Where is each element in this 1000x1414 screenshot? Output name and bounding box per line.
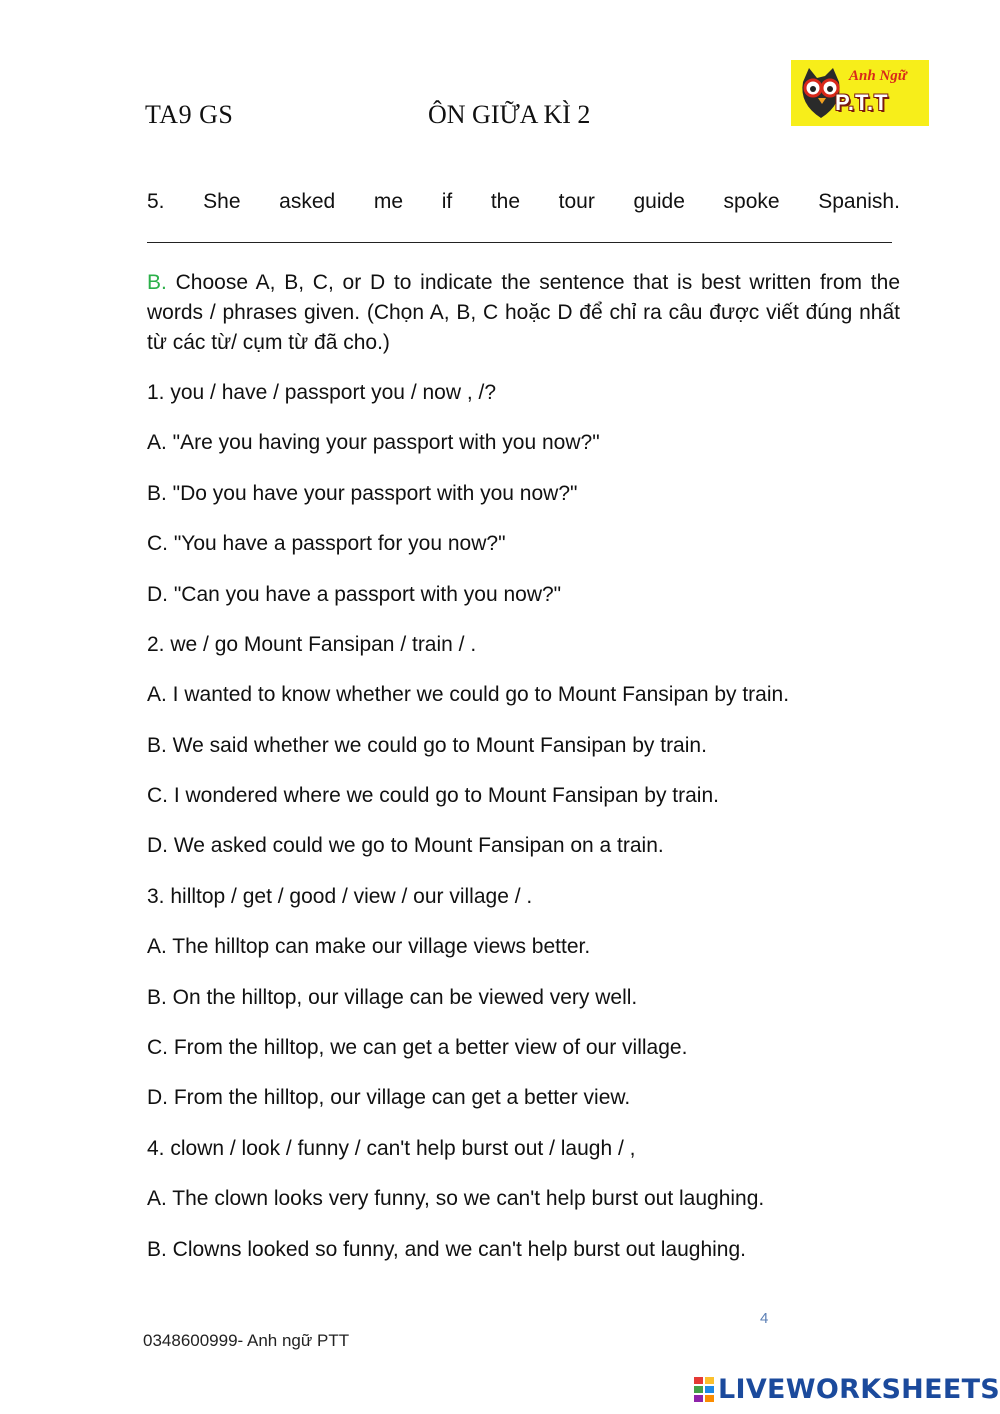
question-prompt: 1. you / have / passport you / now , /? — [147, 381, 497, 404]
option-a[interactable]: A. "Are you having your passport with you now?" — [147, 431, 600, 454]
item-5-word: She — [203, 190, 241, 213]
answer-line[interactable] — [147, 242, 892, 243]
option-d[interactable]: D. From the hilltop, our village can get a better view. — [147, 1086, 631, 1109]
instruction-text: Choose A, B, C, or D to indicate the sentence that is best written from the words / phrases given. (Chọn A, B, C hoặc D để chỉ ra câu được viết đúng nhất từ các từ/ cụm từ đã cho.) — [147, 271, 900, 354]
option-b[interactable]: B. "Do you have your passport with you now?" — [147, 482, 578, 505]
option-a[interactable]: A. The hilltop can make our village views better. — [147, 935, 591, 958]
liveworksheets-logo-icon — [693, 1375, 715, 1403]
question-prompt: 2. we / go Mount Fansipan / train / . — [147, 633, 477, 656]
watermark-text: LIVEWORKSHEETS — [718, 1373, 1000, 1405]
page-number: 4 — [760, 1310, 769, 1327]
option-b[interactable]: B. Clowns looked so funny, and we can't help burst out laughing. — [147, 1238, 746, 1261]
item-5-word: asked — [279, 190, 336, 213]
option-c[interactable]: C. From the hilltop, we can get a better view of our village. — [147, 1036, 688, 1059]
item-5-word: me — [373, 190, 404, 213]
liveworksheets-watermark[interactable] — [693, 1372, 1000, 1406]
section-letter: B. — [147, 271, 167, 294]
item-5-word: if — [441, 190, 453, 213]
logo-top-text: Anh Ngữ — [849, 68, 907, 84]
question-prompt: 3. hilltop / get / good / view / our village / . — [147, 885, 533, 908]
option-d[interactable]: D. We asked could we go to Mount Fansipan on a train. — [147, 834, 664, 857]
option-d[interactable]: D. "Can you have a passport with you now?" — [147, 583, 562, 606]
brand-logo — [791, 60, 929, 126]
header-left-label: TA9 GS — [145, 100, 234, 129]
item-5-word: the — [490, 190, 521, 213]
option-c[interactable]: C. I wondered where we could go to Mount Fansipan by train. — [147, 784, 719, 807]
option-c[interactable]: C. "You have a passport for you now?" — [147, 532, 506, 555]
section-b-instruction — [147, 268, 900, 358]
item-5-word: Spanish. — [818, 190, 900, 213]
option-a[interactable]: A. I wanted to know whether we could go to Mount Fansipan by train. — [147, 683, 790, 706]
item-5-word: tour — [558, 190, 595, 213]
item-5-word: 5. — [147, 190, 165, 213]
footer-contact: 0348600999- Anh ngữ PTT — [143, 1331, 350, 1350]
question-prompt: 4. clown / look / funny / can't help burst out / laugh / , — [147, 1137, 636, 1160]
page-title: ÔN GIỮA KÌ 2 — [428, 100, 591, 129]
item-5-word: guide — [633, 190, 685, 213]
item-5-word: spoke — [723, 190, 780, 213]
option-b[interactable]: B. We said whether we could go to Mount Fansipan by train. — [147, 734, 707, 757]
option-a[interactable]: A. The clown looks very funny, so we can't help burst out laughing. — [147, 1187, 765, 1210]
item-5-line — [147, 190, 900, 214]
logo-main-text: P.T.T — [835, 90, 889, 115]
option-b[interactable]: B. On the hilltop, our village can be viewed very well. — [147, 986, 638, 1009]
